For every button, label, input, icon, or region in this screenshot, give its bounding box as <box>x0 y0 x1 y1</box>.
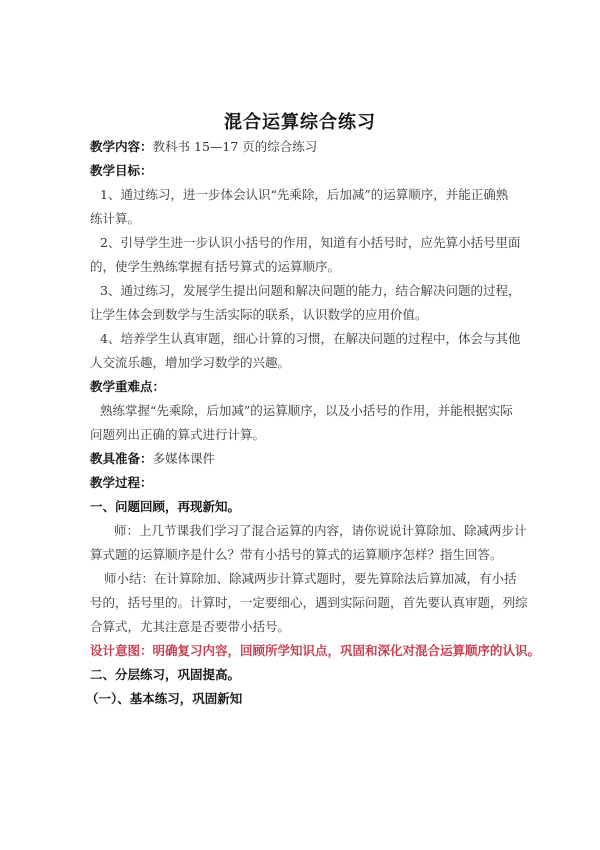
teaching-materials-label: 教具准备： <box>90 451 153 466</box>
teaching-content-value: 教科书 15—17 页的综合练习 <box>152 139 318 154</box>
objective-4-line2: 人交流乐趣，增加学习数学的兴趣。 <box>90 355 291 370</box>
teacher-question-line2: 算式题的运算顺序是什么？带有小括号的算式的运算顺序怎样？指生回答。 <box>90 547 503 562</box>
teaching-content-label: 教学内容： <box>90 139 153 154</box>
objective-2-line1: 2、引导学生进一步认识小括号的作用，知道有小括号时，应先算小括号里面 <box>100 235 521 250</box>
objective-4-line1: 4、培养学生认真审题，细心计算的习惯，在解决问题的过程中，体会与其他 <box>100 331 521 346</box>
objective-3-line2: 让学生体会到数学与生活实际的联系，认识数学的应用价值。 <box>90 307 428 322</box>
design-intent: 设计意图：明确复习内容，回顾所学知识点，巩固和深化对混合运算顺序的认识。 <box>90 643 541 658</box>
teaching-materials <box>90 451 520 467</box>
teaching-content <box>90 139 520 155</box>
objectives-heading: 教学目标： <box>90 163 153 178</box>
document-title: 混合运算综合练习 <box>224 112 376 133</box>
objective-2-line2: 的，使学生熟练掌握有括号算式的运算顺序。 <box>90 259 341 274</box>
teacher-summary-line1: 师小结：在计算除加、除减两步计算式题时，要先算除法后算加减，有小括 <box>104 571 517 586</box>
key-points-heading: 教学重难点： <box>90 379 166 394</box>
teacher-question-line1: 师：上几节课我们学习了混合运算的内容，请你说说计算除加、除减两步计 <box>114 523 527 538</box>
teaching-materials-value: 多媒体课件 <box>152 451 216 466</box>
teacher-summary-line2: 号的，括号里的。计算时，一定要细心，遇到实际问题，首先要认真审题，列综 <box>90 595 528 610</box>
process-heading: 教学过程： <box>90 475 153 490</box>
teacher-summary-line3: 合算式，尤其注意是否要带小括号。 <box>90 619 291 634</box>
section2-subheading: （一）、基本练习，巩固新知 <box>86 691 243 706</box>
key-points-line2: 问题列出正确的算式进行计算。 <box>90 427 266 442</box>
objective-3-line1: 3、通过练习，发展学生提出问题和解决问题的能力，结合解决问题的过程， <box>100 283 521 298</box>
section2-heading: 二、分层练习，巩固提高。 <box>90 667 241 682</box>
objective-1-line2: 练计算。 <box>90 211 141 226</box>
section1-heading: 一、问题回顾，再现新知。 <box>90 499 241 514</box>
key-points-line1: 熟练掌握“先乘除，后加减”的运算顺序，以及小括号的作用，并能根据实际 <box>100 403 513 418</box>
objective-1-line1: 1、通过练习，进一步体会认识“先乘除，后加减”的运算顺序，并能正确熟 <box>100 187 509 202</box>
